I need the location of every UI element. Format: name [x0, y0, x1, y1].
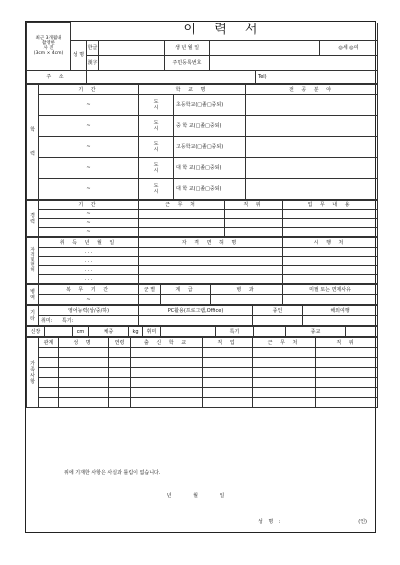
- family-cell[interactable]: [131, 378, 203, 388]
- license-name-field[interactable]: [139, 266, 283, 275]
- military-table: [26, 284, 378, 305]
- height-label: 신장: [27, 327, 45, 337]
- pc-field[interactable]: [139, 316, 253, 326]
- edu-city[interactable]: 도 시: [139, 116, 174, 137]
- family-cell[interactable]: [253, 378, 316, 388]
- family-cell[interactable]: [253, 368, 316, 378]
- family-cell[interactable]: [316, 378, 378, 388]
- family-cell[interactable]: [316, 388, 378, 398]
- license-name-field[interactable]: [139, 275, 283, 284]
- religion-body-label: 종교: [286, 327, 346, 337]
- birth-label: 생 년 월 일: [165, 40, 210, 55]
- hanja-label: 漢字: [87, 55, 99, 70]
- special-label: 특기: [216, 327, 254, 337]
- family-cell[interactable]: [253, 348, 316, 358]
- education-section-label: 학 력: [27, 85, 39, 200]
- abroad-label: 해외여행: [303, 306, 378, 316]
- edu-major-field[interactable]: [246, 158, 378, 179]
- license-issuer-field[interactable]: [283, 275, 378, 284]
- family-cell[interactable]: [39, 358, 59, 368]
- career-position-field[interactable]: [225, 228, 283, 237]
- edu-major-field[interactable]: [246, 179, 378, 200]
- family-cell[interactable]: [316, 368, 378, 378]
- career-period-field[interactable]: ~: [39, 210, 139, 219]
- education-table: [26, 84, 378, 200]
- family-cell[interactable]: [253, 388, 316, 398]
- address-label: 주 소: [27, 70, 87, 83]
- family-col: 직 업: [203, 338, 253, 348]
- family-cell[interactable]: [131, 398, 203, 408]
- edu-period-field[interactable]: ~: [39, 158, 139, 179]
- resume-form: [25, 21, 376, 533]
- military-type-field[interactable]: [211, 295, 283, 305]
- family-cell[interactable]: [59, 368, 109, 378]
- page-title: 이 력 서: [71, 23, 378, 41]
- career-position-field[interactable]: [225, 219, 283, 228]
- religion-body-field[interactable]: [346, 327, 378, 337]
- age-gender-field[interactable]: ◎세 ◎여: [320, 40, 378, 55]
- edu-col-period: 기 간: [39, 85, 139, 95]
- license-date-field[interactable]: . . .: [39, 248, 139, 257]
- vision-label: 휘미: [143, 327, 161, 337]
- family-col: 근 무 처: [253, 338, 316, 348]
- hanja-name-field[interactable]: [99, 55, 165, 70]
- family-cell[interactable]: [59, 348, 109, 358]
- body-table: [26, 326, 378, 337]
- military-exempt-field[interactable]: [283, 295, 378, 305]
- license-name-field[interactable]: [139, 257, 283, 266]
- career-work-field[interactable]: [139, 228, 225, 237]
- family-cell[interactable]: [59, 388, 109, 398]
- edu-period-field[interactable]: ~: [39, 116, 139, 137]
- religion-label: 종인: [253, 306, 303, 316]
- weight-unit: kg: [129, 327, 143, 337]
- family-cell[interactable]: [253, 358, 316, 368]
- military-col-rank: 계 급: [161, 285, 211, 295]
- family-cell[interactable]: [109, 378, 131, 388]
- family-cell[interactable]: [203, 388, 253, 398]
- height-field[interactable]: [45, 327, 73, 337]
- family-cell[interactable]: [131, 368, 203, 378]
- career-col-duty: 업 무 내 용: [283, 201, 378, 210]
- religion-field[interactable]: [253, 316, 303, 326]
- id-label: 주민등록번호: [165, 55, 210, 70]
- edu-major-field[interactable]: [246, 95, 378, 116]
- family-cell[interactable]: [109, 358, 131, 368]
- family-cell[interactable]: [59, 378, 109, 388]
- family-col: 관계: [39, 338, 59, 348]
- family-col: 연령: [109, 338, 131, 348]
- edu-school-name[interactable]: 초등학교(□졸□중퇴): [174, 95, 246, 116]
- edu-major-field[interactable]: [246, 137, 378, 158]
- language-label: 영어능력(상/중/하): [39, 306, 139, 316]
- edu-col-major: 전 공 분 야: [246, 85, 378, 95]
- signature-label: 성 명 :: [258, 519, 283, 525]
- family-cell[interactable]: [109, 398, 131, 408]
- edu-city[interactable]: 도 시: [139, 137, 174, 158]
- special-field[interactable]: [254, 327, 286, 337]
- edu-city[interactable]: 도 시: [139, 179, 174, 200]
- family-cell[interactable]: [131, 348, 203, 358]
- family-cell[interactable]: [39, 378, 59, 388]
- pc-label: PC활용(프로그램,Office): [139, 306, 253, 316]
- military-col-exempt: 미필 또는 면제사유: [283, 285, 378, 295]
- birth-field[interactable]: [210, 40, 320, 55]
- license-date-field[interactable]: . . .: [39, 266, 139, 275]
- license-issuer-field[interactable]: [283, 248, 378, 257]
- family-cell[interactable]: [203, 368, 253, 378]
- edu-major-field[interactable]: [246, 116, 378, 137]
- career-duty-field[interactable]: [283, 228, 378, 237]
- abroad-field[interactable]: [303, 316, 378, 326]
- career-work-field[interactable]: [139, 210, 225, 219]
- license-date-field[interactable]: . . .: [39, 257, 139, 266]
- family-cell[interactable]: [203, 348, 253, 358]
- license-name-field[interactable]: [139, 248, 283, 257]
- career-period-field[interactable]: ~: [39, 219, 139, 228]
- family-cell[interactable]: [316, 398, 378, 408]
- family-cell[interactable]: [131, 388, 203, 398]
- license-col-name: 자 격 면 허 명: [139, 238, 283, 248]
- family-col: 출 신 학 교: [131, 338, 203, 348]
- family-cell[interactable]: [39, 388, 59, 398]
- career-col-work: 근 무 처: [139, 201, 225, 210]
- license-issuer-field[interactable]: [283, 266, 378, 275]
- pledge-statement: 위에 기재한 사항은 사실과 틀림이 없습니다.: [64, 470, 161, 476]
- family-cell[interactable]: [253, 398, 316, 408]
- other-table: [26, 305, 378, 326]
- seal-field[interactable]: (인): [358, 519, 367, 525]
- family-cell[interactable]: [316, 358, 378, 368]
- family-cell[interactable]: [109, 348, 131, 358]
- career-section-label: 경 력: [27, 201, 39, 237]
- license-table: [26, 237, 378, 284]
- hobby-field[interactable]: 취미: 특기:: [39, 316, 139, 326]
- family-cell[interactable]: [203, 398, 253, 408]
- edu-school-name[interactable]: 대 학 교(□졸□중퇴): [174, 179, 246, 200]
- edu-school-name[interactable]: 고등학교(□졸□중퇴): [174, 137, 246, 158]
- edu-school-name[interactable]: 중 학 교(□졸□중퇴): [174, 116, 246, 137]
- license-section-label: 자 격 및 면 허: [27, 238, 39, 284]
- header-table: [26, 22, 378, 84]
- career-col-position: 직 위: [225, 201, 283, 210]
- military-col-type: 병 과: [211, 285, 283, 295]
- family-cell[interactable]: [59, 358, 109, 368]
- family-cell[interactable]: [59, 398, 109, 408]
- id-field[interactable]: [210, 55, 378, 70]
- edu-period-field[interactable]: ~: [39, 95, 139, 116]
- military-branch-field[interactable]: [139, 295, 161, 305]
- photo-box[interactable]: 최근 3개월내 촬영한 사 진 (3cm × 4cm): [27, 23, 71, 71]
- edu-period-field[interactable]: ~: [39, 137, 139, 158]
- family-table: [26, 337, 378, 408]
- tel-field[interactable]: Tel): [256, 70, 378, 83]
- height-unit: cm: [73, 327, 89, 337]
- career-col-period: 기 간: [39, 201, 139, 210]
- career-table: [26, 200, 378, 237]
- license-date-field[interactable]: . . .: [39, 275, 139, 284]
- family-cell[interactable]: [39, 398, 59, 408]
- career-duty-field[interactable]: [283, 219, 378, 228]
- family-cell[interactable]: [109, 388, 131, 398]
- family-cell[interactable]: [131, 358, 203, 368]
- pledge-date[interactable]: 년 월 일: [166, 493, 235, 499]
- military-col-branch: 군 별: [139, 285, 161, 295]
- license-col-date: 취 득 년 월 일: [39, 238, 139, 248]
- military-col-period: 복 무 기 간: [39, 285, 139, 295]
- family-section-label: 가 족 사 항: [27, 338, 39, 408]
- career-duty-field[interactable]: [283, 210, 378, 219]
- family-cell[interactable]: [203, 378, 253, 388]
- family-cell[interactable]: [316, 348, 378, 358]
- military-period-field[interactable]: ~: [39, 295, 139, 305]
- career-period-field[interactable]: ~: [39, 228, 139, 237]
- hangul-label: 한글: [87, 40, 99, 55]
- edu-school-name[interactable]: 대 학 교(□졸□중퇴): [174, 158, 246, 179]
- license-issuer-field[interactable]: [283, 257, 378, 266]
- hangul-name-field[interactable]: [99, 40, 165, 55]
- family-cell[interactable]: [39, 348, 59, 358]
- family-col: 직 위: [316, 338, 378, 348]
- family-cell[interactable]: [109, 368, 131, 378]
- weight-label: 체중: [89, 327, 129, 337]
- career-position-field[interactable]: [225, 210, 283, 219]
- career-work-field[interactable]: [139, 219, 225, 228]
- edu-city[interactable]: 도 시: [139, 158, 174, 179]
- name-label: 성 명: [71, 40, 87, 70]
- family-col: 성 명: [59, 338, 109, 348]
- edu-city[interactable]: 도 시: [139, 95, 174, 116]
- other-section-label: 기 타: [27, 306, 39, 326]
- military-section-label: 병 역: [27, 285, 39, 305]
- edu-col-school: 학 교 명: [139, 85, 246, 95]
- license-col-issuer: 시 행 처: [283, 238, 378, 248]
- military-rank-field[interactable]: [161, 295, 211, 305]
- vision-field[interactable]: [161, 327, 216, 337]
- family-cell[interactable]: [39, 368, 59, 378]
- address-field[interactable]: [87, 70, 256, 83]
- edu-period-field[interactable]: ~: [39, 179, 139, 200]
- family-cell[interactable]: [203, 358, 253, 368]
